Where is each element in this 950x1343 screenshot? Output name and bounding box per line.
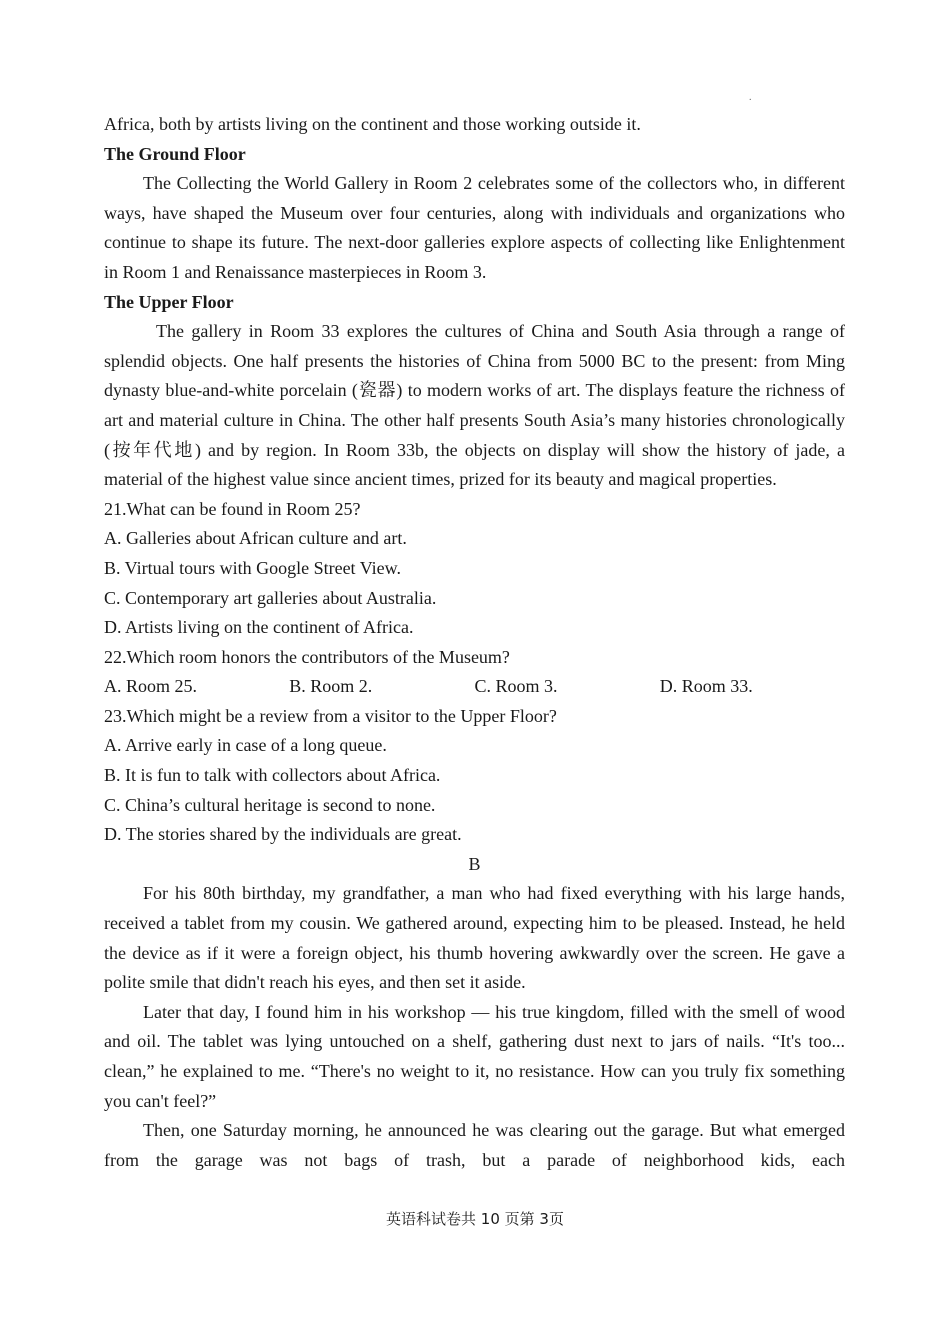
options-row [104, 672, 845, 702]
section-b-paragraph-3: Then, one Saturday morning, he announced he was clearing out the garage. But what emerged from the garage was not bags of trash, but a parade of neighborhood kids, each [104, 1120, 845, 1170]
option-c: C. Room 3. [474, 676, 558, 697]
option-a: A. Galleries about African culture and art. [104, 528, 407, 549]
corner-mark: . [749, 92, 752, 103]
intro-tail-text: Africa, both by artists living on the continent and those working outside it. [104, 114, 641, 134]
option-c: C. Contemporary art galleries about Australia. [104, 587, 437, 608]
page-footer: 英语科试卷共 10 页第 3页 [386, 1210, 564, 1228]
option-b: B. Virtual tours with Google Street View. [104, 557, 401, 578]
upper-floor-paragraph: The gallery in Room 33 explores the cultures of China and South Asia through a range of splendid objects. One half presents the histories of China from 5000 BC to the present: from Ming dynasty blue-and-white porcelain (瓷器) to modern works of art. The displays feature the richness of art and material culture in China. The other half presents South Asia’s many histories chronologically (按年代地) and by region. In Room 33b, the objects on display will show the history of jade, a material of the highest value since ancient times, prized for its beauty and magical properties. [104, 321, 845, 490]
question-stem: 23.Which might be a review from a visitor to the Upper Floor? [104, 705, 557, 726]
section-b-paragraph-1: For his 80th birthday, my grandfather, a man who had fixed everything with his large hands, received a tablet from my cousin. We gathered around, expecting him to be pleased. Instead, he held the device as if it were a foreign object, his thumb hovering awkwardly over the screen. He gave a polite smile that didn't reach his eyes, and then set it aside. [104, 883, 845, 993]
document-page [104, 110, 845, 1175]
option-d: D. Artists living on the continent of Africa. [104, 617, 414, 638]
section-b-paragraph-2: Later that day, I found him in his workshop — his true kingdom, filled with the smell of wood and oil. The tablet was lying untouched on a shelf, gathering dust next to jars of nails. “It's too... clean,” he explained to me. “There's no weight to it, no resistance. How can you truly fix something you can't feel?” [104, 1001, 845, 1111]
question-stem: 21.What can be found in Room 25? [104, 498, 361, 519]
option-a: A. Arrive early in case of a long queue. [104, 735, 387, 756]
option-d: D. The stories shared by the individuals are great. [104, 824, 462, 845]
question-22 [104, 643, 845, 702]
ground-floor-heading: The Ground Floor [104, 143, 246, 164]
option-b: B. Room 2. [289, 676, 373, 697]
option-a: A. Room 25. [104, 676, 198, 697]
option-d: D. Room 33. [659, 676, 753, 697]
question-stem: 22.Which room honors the contributors of the Museum? [104, 646, 510, 667]
question-23 [104, 702, 845, 850]
question-21 [104, 495, 845, 643]
upper-floor-heading: The Upper Floor [104, 291, 234, 312]
section-b-heading: B [468, 853, 481, 874]
option-c: C. China’s cultural heritage is second to none. [104, 794, 436, 815]
option-b: B. It is fun to talk with collectors about Africa. [104, 765, 441, 786]
ground-floor-paragraph: The Collecting the World Gallery in Room 2 celebrates some of the collectors who, in different ways, have shaped the Museum over four centuries, along with individuals and organizations who continue to shape its future. The next-door galleries explore aspects of collecting like Enlightenment in Room 1 and Renaissance masterpieces in Room 3. [104, 173, 845, 282]
